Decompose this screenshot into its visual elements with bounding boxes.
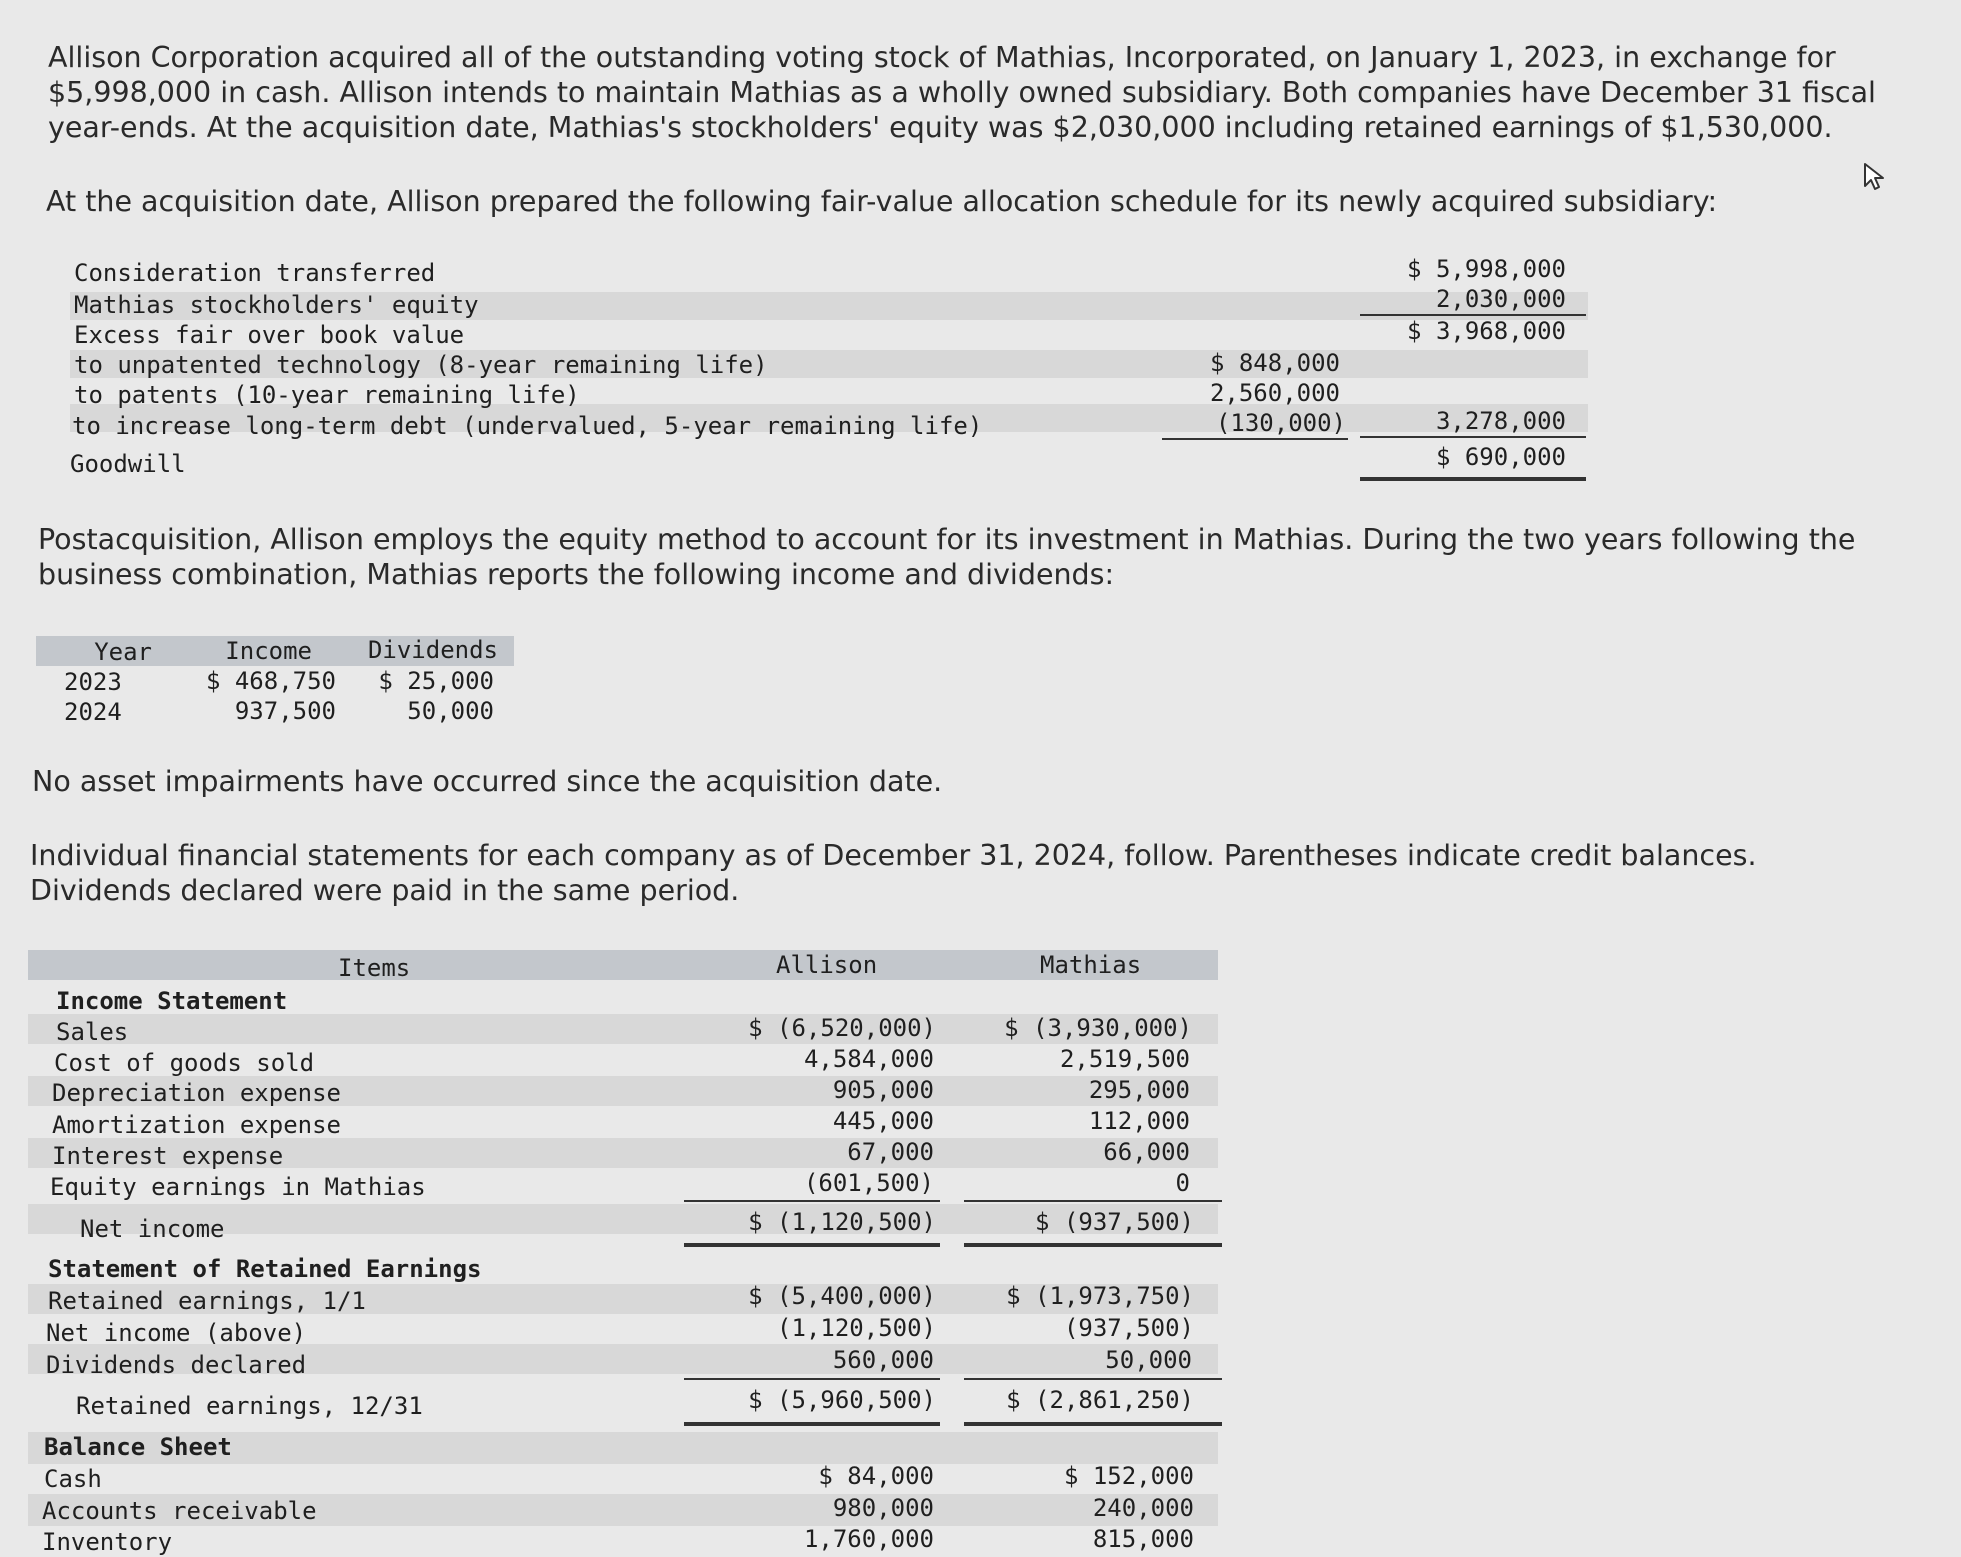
mathias-value: (937,500) bbox=[1063, 1314, 1194, 1342]
total-double-rule bbox=[684, 1243, 940, 1247]
allocation-label: Excess fair over book value bbox=[74, 321, 465, 349]
mathias-total: $ (937,500) bbox=[1035, 1208, 1194, 1236]
allison-value: 4,584,000 bbox=[803, 1045, 934, 1073]
allocation-right-value: $ 690,000 bbox=[1435, 443, 1566, 471]
statements-intro: Individual financial statements for each company as of December 31, 2024, follow. Parentheses indicate credit balances. Dividends declared were paid in the same period. bbox=[30, 839, 1757, 907]
allocation-right-value: $ 5,998,000 bbox=[1407, 255, 1566, 283]
mathias-value: 295,000 bbox=[1088, 1076, 1190, 1104]
subtotal-rule bbox=[684, 1200, 940, 1202]
subtotal-rule bbox=[684, 1378, 940, 1380]
section-title: Statement of Retained Earnings bbox=[48, 1255, 482, 1283]
row-label: Sales bbox=[56, 1018, 129, 1046]
table-cell: 2024 bbox=[64, 698, 122, 726]
row-label: Cost of goods sold bbox=[54, 1049, 315, 1077]
column-header: Income bbox=[225, 637, 312, 665]
allocation-label: Consideration transferred bbox=[74, 259, 436, 287]
column-header: Year bbox=[94, 638, 152, 666]
subtotal-rule bbox=[1162, 438, 1348, 440]
row-label: Inventory bbox=[42, 1528, 173, 1556]
row-label: Amortization expense bbox=[52, 1111, 341, 1139]
allocation-mid-value: $ 848,000 bbox=[1209, 349, 1340, 377]
mouse-pointer-icon bbox=[1862, 162, 1888, 196]
mathias-value: 2,519,500 bbox=[1059, 1045, 1190, 1073]
mathias-value: 66,000 bbox=[1103, 1138, 1190, 1166]
row-label: Cash bbox=[44, 1465, 102, 1493]
allison-value: $ (6,520,000) bbox=[748, 1014, 936, 1042]
allocation-right-value: 3,278,000 bbox=[1435, 407, 1566, 435]
allison-value: $ 84,000 bbox=[818, 1462, 934, 1490]
allocation-right-value: 2,030,000 bbox=[1435, 285, 1566, 313]
allison-total: $ (1,120,500) bbox=[748, 1208, 936, 1236]
column-header: Mathias bbox=[1040, 951, 1142, 979]
row-label: Net income (above) bbox=[46, 1319, 307, 1347]
intro-paragraph: Allison Corporation acquired all of the outstanding voting stock of Mathias, Incorporated, on January 1, 2023, in exchange for $5,998,000 in cash. Allison intends to maintain Mathias as a wholly owned subsidiary. Both companies have December 31 fiscal year-ends. At the acquisition date, Mathias's stockholders' equity was $2,030,000 including retained earnings of $1,530,000. bbox=[48, 41, 1876, 144]
subtotal-rule bbox=[1360, 436, 1586, 438]
table-cell: 2023 bbox=[64, 668, 122, 696]
allison-value: 980,000 bbox=[832, 1494, 934, 1522]
table-cell: 50,000 bbox=[407, 697, 494, 725]
allison-value: 905,000 bbox=[832, 1076, 934, 1104]
allocation-label: to increase long-term debt (undervalued, 5-year remaining life) bbox=[72, 412, 983, 440]
allison-value: (1,120,500) bbox=[777, 1314, 936, 1342]
allison-value: 560,000 bbox=[832, 1346, 934, 1374]
column-header: Allison bbox=[776, 951, 878, 979]
total-double-rule bbox=[964, 1422, 1222, 1426]
mathias-value: $ 152,000 bbox=[1063, 1462, 1194, 1490]
table-cell: $ 25,000 bbox=[378, 667, 494, 695]
allocation-label: Goodwill bbox=[70, 450, 186, 478]
allocation-label: to unpatented technology (8-year remaining life) bbox=[74, 351, 768, 379]
subtotal-rule bbox=[964, 1378, 1222, 1380]
allison-value: 1,760,000 bbox=[803, 1525, 934, 1553]
allison-total: $ (5,960,500) bbox=[748, 1386, 936, 1414]
section-title: Income Statement bbox=[56, 987, 288, 1015]
row-label: Retained earnings, 1/1 bbox=[48, 1287, 366, 1315]
table-cell: $ 468,750 bbox=[205, 667, 336, 695]
row-label: Dividends declared bbox=[46, 1351, 307, 1379]
total-double-rule bbox=[964, 1243, 1222, 1247]
mathias-value: $ (1,973,750) bbox=[1006, 1282, 1194, 1310]
row-label: Interest expense bbox=[52, 1142, 284, 1170]
mathias-value: 240,000 bbox=[1092, 1494, 1194, 1522]
section-title: Balance Sheet bbox=[44, 1433, 232, 1461]
mathias-total: $ (2,861,250) bbox=[1006, 1386, 1194, 1414]
allison-value: 445,000 bbox=[832, 1107, 934, 1135]
allocation-label: Mathias stockholders' equity bbox=[74, 291, 479, 319]
column-header: Dividends bbox=[367, 636, 498, 664]
total-label: Retained earnings, 12/31 bbox=[76, 1392, 423, 1420]
total-double-rule bbox=[1360, 477, 1586, 481]
allison-value: 67,000 bbox=[847, 1138, 934, 1166]
row-label: Depreciation expense bbox=[52, 1079, 341, 1107]
row-label: Equity earnings in Mathias bbox=[50, 1173, 426, 1201]
mathias-value: 0 bbox=[1175, 1169, 1190, 1197]
subtotal-rule bbox=[964, 1200, 1222, 1202]
allocation-right-value: $ 3,968,000 bbox=[1407, 317, 1566, 345]
allison-value: $ (5,400,000) bbox=[748, 1282, 936, 1310]
row-label: Accounts receivable bbox=[42, 1497, 317, 1525]
mathias-value: 815,000 bbox=[1092, 1525, 1194, 1553]
mathias-value: 50,000 bbox=[1105, 1346, 1192, 1374]
allocation-mid-value: 2,560,000 bbox=[1209, 379, 1340, 407]
table-cell: 937,500 bbox=[234, 697, 336, 725]
mathias-value: 112,000 bbox=[1088, 1107, 1190, 1135]
allocation-mid-value: (130,000) bbox=[1215, 409, 1346, 437]
allison-value: (601,500) bbox=[803, 1169, 934, 1197]
allocation-label: to patents (10-year remaining life) bbox=[74, 381, 580, 409]
allocation-intro: At the acquisition date, Allison prepared the following fair-value allocation schedule for its newly acquired subsidiary: bbox=[46, 185, 1718, 218]
mathias-value: $ (3,930,000) bbox=[1004, 1014, 1192, 1042]
postacquisition-paragraph: Postacquisition, Allison employs the equity method to account for its investment in Mathias. During the two years following the business combination, Mathias reports the following income and dividends: bbox=[38, 523, 1856, 591]
impairment-note: No asset impairments have occurred since the acquisition date. bbox=[32, 765, 943, 798]
total-double-rule bbox=[684, 1422, 940, 1426]
total-label: Net income bbox=[80, 1215, 225, 1243]
column-header: Items bbox=[338, 954, 411, 982]
